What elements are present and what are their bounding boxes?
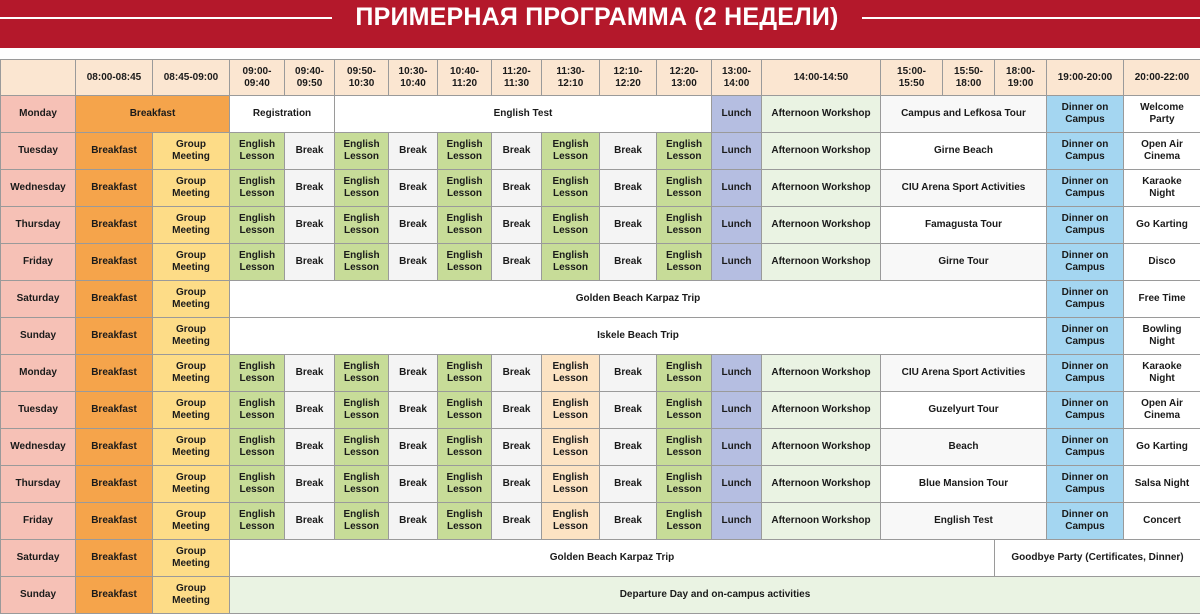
header-time-cell: 12:10- 12:20 <box>600 60 657 96</box>
slot-break: Break <box>389 207 438 244</box>
slot-famagusta-tour: Famagusta Tour <box>881 207 1047 244</box>
slot-break: Break <box>492 392 542 429</box>
slot-registration: Registration <box>230 96 335 133</box>
slot-breakfast: Breakfast <box>76 170 153 207</box>
header-time-cell: 11:30- 12:10 <box>542 60 600 96</box>
slot-open-air-cinema: Open Air Cinema <box>1124 133 1200 170</box>
slot-breakfast: Breakfast <box>76 355 153 392</box>
day-cell: Tuesday <box>1 133 76 170</box>
schedule-row <box>1 133 1200 170</box>
slot-lunch: Lunch <box>712 503 762 540</box>
slot-english-lesson: English Lesson <box>335 207 389 244</box>
slot-go-karting: Go Karting <box>1124 429 1200 466</box>
header-time-cell: 10:30- 10:40 <box>389 60 438 96</box>
slot-english-lesson: English Lesson <box>230 503 285 540</box>
slot-break: Break <box>600 355 657 392</box>
header-time-cell: 10:40- 11:20 <box>438 60 492 96</box>
header-time-cell: 09:50- 10:30 <box>335 60 389 96</box>
day-cell: Monday <box>1 96 76 133</box>
schedule-row <box>1 540 1200 577</box>
slot-break: Break <box>492 244 542 281</box>
slot-break: Break <box>492 429 542 466</box>
slot-break: Break <box>389 503 438 540</box>
slot-english-lesson: English Lesson <box>542 392 600 429</box>
slot-breakfast: Breakfast <box>76 392 153 429</box>
slot-break: Break <box>600 466 657 503</box>
slot-group-meeting: Group Meeting <box>153 318 230 355</box>
slot-group-meeting: Group Meeting <box>153 281 230 318</box>
slot-dinner-on-campus: Dinner on Campus <box>1047 318 1124 355</box>
slot-afternoon-workshop: Afternoon Workshop <box>762 170 881 207</box>
slot-group-meeting: Group Meeting <box>153 133 230 170</box>
slot-english-lesson: English Lesson <box>438 170 492 207</box>
slot-break: Break <box>600 207 657 244</box>
day-cell: Tuesday <box>1 392 76 429</box>
schedule-row <box>1 244 1200 281</box>
slot-break: Break <box>285 355 335 392</box>
slot-english-lesson: English Lesson <box>657 244 712 281</box>
slot-english-lesson: English Lesson <box>230 429 285 466</box>
schedule-row <box>1 392 1200 429</box>
header-time-cell: 13:00- 14:00 <box>712 60 762 96</box>
slot-break: Break <box>389 244 438 281</box>
slot-breakfast: Breakfast <box>76 577 153 614</box>
slot-lunch: Lunch <box>712 207 762 244</box>
slot-group-meeting: Group Meeting <box>153 429 230 466</box>
slot-bowling-night: Bowling Night <box>1124 318 1200 355</box>
slot-break: Break <box>285 503 335 540</box>
slot-break: Break <box>285 466 335 503</box>
slot-breakfast: Breakfast <box>76 503 153 540</box>
slot-english-test: English Test <box>335 96 712 133</box>
slot-breakfast: Breakfast <box>76 466 153 503</box>
slot-guzelyurt-tour: Guzelyurt Tour <box>881 392 1047 429</box>
slot-english-lesson: English Lesson <box>542 503 600 540</box>
slot-group-meeting: Group Meeting <box>153 466 230 503</box>
slot-english-lesson: English Lesson <box>438 207 492 244</box>
slot-goodbye-party-certificates-dinner: Goodbye Party (Certificates, Dinner) <box>995 540 1200 577</box>
day-cell: Saturday <box>1 281 76 318</box>
slot-go-karting: Go Karting <box>1124 207 1200 244</box>
slot-english-lesson: English Lesson <box>542 355 600 392</box>
slot-english-lesson: English Lesson <box>335 355 389 392</box>
slot-break: Break <box>492 503 542 540</box>
slot-breakfast: Breakfast <box>76 540 153 577</box>
slot-break: Break <box>285 133 335 170</box>
slot-dinner-on-campus: Dinner on Campus <box>1047 96 1124 133</box>
schedule-row <box>1 577 1200 614</box>
slot-english-lesson: English Lesson <box>438 429 492 466</box>
slot-english-lesson: English Lesson <box>542 170 600 207</box>
schedule-row <box>1 355 1200 392</box>
slot-lunch: Lunch <box>712 466 762 503</box>
slot-english-lesson: English Lesson <box>657 429 712 466</box>
slot-group-meeting: Group Meeting <box>153 540 230 577</box>
slot-afternoon-workshop: Afternoon Workshop <box>762 96 881 133</box>
slot-english-lesson: English Lesson <box>335 133 389 170</box>
slot-english-lesson: English Lesson <box>230 244 285 281</box>
banner-rule-right <box>862 17 1200 19</box>
schedule-row <box>1 281 1200 318</box>
slot-break: Break <box>389 429 438 466</box>
slot-dinner-on-campus: Dinner on Campus <box>1047 207 1124 244</box>
slot-english-lesson: English Lesson <box>438 355 492 392</box>
slot-afternoon-workshop: Afternoon Workshop <box>762 503 881 540</box>
slot-english-lesson: English Lesson <box>230 466 285 503</box>
schedule-row <box>1 429 1200 466</box>
slot-break: Break <box>285 244 335 281</box>
slot-dinner-on-campus: Dinner on Campus <box>1047 244 1124 281</box>
slot-group-meeting: Group Meeting <box>153 244 230 281</box>
banner-rule-left <box>0 17 332 19</box>
slot-breakfast: Breakfast <box>76 207 153 244</box>
header-time-cell: 14:00-14:50 <box>762 60 881 96</box>
slot-breakfast: Breakfast <box>76 96 230 133</box>
slot-english-lesson: English Lesson <box>542 466 600 503</box>
slot-english-lesson: English Lesson <box>542 244 600 281</box>
slot-break: Break <box>285 207 335 244</box>
slot-break: Break <box>492 466 542 503</box>
header-time-cell: 09:00- 09:40 <box>230 60 285 96</box>
slot-english-lesson: English Lesson <box>335 429 389 466</box>
slot-breakfast: Breakfast <box>76 429 153 466</box>
header-time-cell: 15:50- 18:00 <box>943 60 995 96</box>
slot-english-lesson: English Lesson <box>542 429 600 466</box>
slot-afternoon-workshop: Afternoon Workshop <box>762 429 881 466</box>
day-cell: Wednesday <box>1 429 76 466</box>
header-time-cell: 20:00-22:00 <box>1124 60 1200 96</box>
slot-afternoon-workshop: Afternoon Workshop <box>762 133 881 170</box>
slot-blue-mansion-tour: Blue Mansion Tour <box>881 466 1047 503</box>
slot-breakfast: Breakfast <box>76 244 153 281</box>
slot-break: Break <box>285 392 335 429</box>
slot-break: Break <box>492 355 542 392</box>
day-cell: Sunday <box>1 318 76 355</box>
slot-english-lesson: English Lesson <box>438 503 492 540</box>
slot-free-time: Free Time <box>1124 281 1200 318</box>
slot-english-lesson: English Lesson <box>230 355 285 392</box>
day-cell: Friday <box>1 503 76 540</box>
slot-afternoon-workshop: Afternoon Workshop <box>762 392 881 429</box>
slot-karaoke-night: Karaoke Night <box>1124 355 1200 392</box>
slot-english-lesson: English Lesson <box>335 170 389 207</box>
slot-group-meeting: Group Meeting <box>153 355 230 392</box>
slot-campus-and-lefkosa-tour: Campus and Lefkosa Tour <box>881 96 1047 133</box>
slot-break: Break <box>285 429 335 466</box>
header-time-cell: 09:40- 09:50 <box>285 60 335 96</box>
slot-disco: Disco <box>1124 244 1200 281</box>
schedule-row <box>1 170 1200 207</box>
slot-break: Break <box>389 355 438 392</box>
page-title: ПРИМЕРНАЯ ПРОГРАММА (2 НЕДЕЛИ) <box>355 3 839 31</box>
slot-break: Break <box>285 170 335 207</box>
slot-english-lesson: English Lesson <box>230 133 285 170</box>
day-cell: Friday <box>1 244 76 281</box>
day-cell: Thursday <box>1 207 76 244</box>
slot-break: Break <box>389 392 438 429</box>
slot-dinner-on-campus: Dinner on Campus <box>1047 355 1124 392</box>
slot-english-lesson: English Lesson <box>230 207 285 244</box>
slot-karaoke-night: Karaoke Night <box>1124 170 1200 207</box>
slot-lunch: Lunch <box>712 96 762 133</box>
slot-break: Break <box>492 133 542 170</box>
slot-girne-tour: Girne Tour <box>881 244 1047 281</box>
slot-english-lesson: English Lesson <box>542 207 600 244</box>
slot-breakfast: Breakfast <box>76 281 153 318</box>
slot-group-meeting: Group Meeting <box>153 392 230 429</box>
slot-lunch: Lunch <box>712 355 762 392</box>
header-time-cell: 12:20- 13:00 <box>657 60 712 96</box>
day-cell: Saturday <box>1 540 76 577</box>
slot-dinner-on-campus: Dinner on Campus <box>1047 170 1124 207</box>
slot-break: Break <box>389 133 438 170</box>
header-time-cell: 08:45-09:00 <box>153 60 230 96</box>
header-corner-cell <box>1 60 76 96</box>
slot-afternoon-workshop: Afternoon Workshop <box>762 355 881 392</box>
slot-dinner-on-campus: Dinner on Campus <box>1047 466 1124 503</box>
slot-break: Break <box>600 170 657 207</box>
slot-golden-beach-karpaz-trip: Golden Beach Karpaz Trip <box>230 281 1047 318</box>
slot-breakfast: Breakfast <box>76 133 153 170</box>
schedule-row <box>1 466 1200 503</box>
schedule-row <box>1 318 1200 355</box>
day-cell: Sunday <box>1 577 76 614</box>
slot-group-meeting: Group Meeting <box>153 207 230 244</box>
slot-afternoon-workshop: Afternoon Workshop <box>762 466 881 503</box>
slot-dinner-on-campus: Dinner on Campus <box>1047 133 1124 170</box>
slot-dinner-on-campus: Dinner on Campus <box>1047 429 1124 466</box>
slot-departure-day-and-on-campus-activities: Departure Day and on-campus activities <box>230 577 1200 614</box>
schedule-row <box>1 96 1200 133</box>
slot-dinner-on-campus: Dinner on Campus <box>1047 281 1124 318</box>
slot-afternoon-workshop: Afternoon Workshop <box>762 244 881 281</box>
slot-break: Break <box>492 170 542 207</box>
slot-lunch: Lunch <box>712 429 762 466</box>
slot-girne-beach: Girne Beach <box>881 133 1047 170</box>
slot-break: Break <box>600 392 657 429</box>
slot-english-test: English Test <box>881 503 1047 540</box>
slot-break: Break <box>600 244 657 281</box>
slot-english-lesson: English Lesson <box>438 244 492 281</box>
day-cell: Thursday <box>1 466 76 503</box>
slot-break: Break <box>600 429 657 466</box>
slot-group-meeting: Group Meeting <box>153 577 230 614</box>
slot-break: Break <box>600 133 657 170</box>
slot-breakfast: Breakfast <box>76 318 153 355</box>
schedule-row <box>1 503 1200 540</box>
slot-english-lesson: English Lesson <box>335 392 389 429</box>
slot-english-lesson: English Lesson <box>438 392 492 429</box>
slot-english-lesson: English Lesson <box>657 503 712 540</box>
schedule-row <box>1 207 1200 244</box>
slot-iskele-beach-trip: Iskele Beach Trip <box>230 318 1047 355</box>
slot-english-lesson: English Lesson <box>438 466 492 503</box>
header-time-cell: 18:00- 19:00 <box>995 60 1047 96</box>
slot-lunch: Lunch <box>712 244 762 281</box>
slot-salsa-night: Salsa Night <box>1124 466 1200 503</box>
slot-lunch: Lunch <box>712 133 762 170</box>
slot-break: Break <box>389 466 438 503</box>
slot-english-lesson: English Lesson <box>335 466 389 503</box>
header-time-cell: 15:00- 15:50 <box>881 60 943 96</box>
slot-english-lesson: English Lesson <box>335 503 389 540</box>
slot-lunch: Lunch <box>712 392 762 429</box>
slot-group-meeting: Group Meeting <box>153 170 230 207</box>
banner-spacer <box>0 48 1200 59</box>
slot-english-lesson: English Lesson <box>542 133 600 170</box>
slot-english-lesson: English Lesson <box>657 392 712 429</box>
slot-english-lesson: English Lesson <box>657 355 712 392</box>
schedule-body <box>1 96 1200 614</box>
schedule-header-row <box>1 60 1200 96</box>
header-time-cell: 11:20- 11:30 <box>492 60 542 96</box>
slot-break: Break <box>600 503 657 540</box>
header-time-cell: 08:00-08:45 <box>76 60 153 96</box>
slot-break: Break <box>389 170 438 207</box>
slot-english-lesson: English Lesson <box>657 207 712 244</box>
slot-english-lesson: English Lesson <box>657 170 712 207</box>
day-cell: Wednesday <box>1 170 76 207</box>
slot-golden-beach-karpaz-trip: Golden Beach Karpaz Trip <box>230 540 995 577</box>
slot-english-lesson: English Lesson <box>657 466 712 503</box>
slot-break: Break <box>492 207 542 244</box>
slot-afternoon-workshop: Afternoon Workshop <box>762 207 881 244</box>
header-time-cell: 19:00-20:00 <box>1047 60 1124 96</box>
slot-ciu-arena-sport-activities: CIU Arena Sport Activities <box>881 170 1047 207</box>
slot-group-meeting: Group Meeting <box>153 503 230 540</box>
slot-english-lesson: English Lesson <box>657 133 712 170</box>
day-cell: Monday <box>1 355 76 392</box>
slot-dinner-on-campus: Dinner on Campus <box>1047 392 1124 429</box>
slot-welcome-party: Welcome Party <box>1124 96 1200 133</box>
title-banner <box>0 0 1200 48</box>
slot-english-lesson: English Lesson <box>438 133 492 170</box>
schedule-table <box>0 59 1200 614</box>
slot-ciu-arena-sport-activities: CIU Arena Sport Activities <box>881 355 1047 392</box>
slot-beach: Beach <box>881 429 1047 466</box>
slot-dinner-on-campus: Dinner on Campus <box>1047 503 1124 540</box>
slot-english-lesson: English Lesson <box>230 392 285 429</box>
slot-open-air-cinema: Open Air Cinema <box>1124 392 1200 429</box>
slot-english-lesson: English Lesson <box>335 244 389 281</box>
slot-english-lesson: English Lesson <box>230 170 285 207</box>
slot-concert: Concert <box>1124 503 1200 540</box>
slot-lunch: Lunch <box>712 170 762 207</box>
